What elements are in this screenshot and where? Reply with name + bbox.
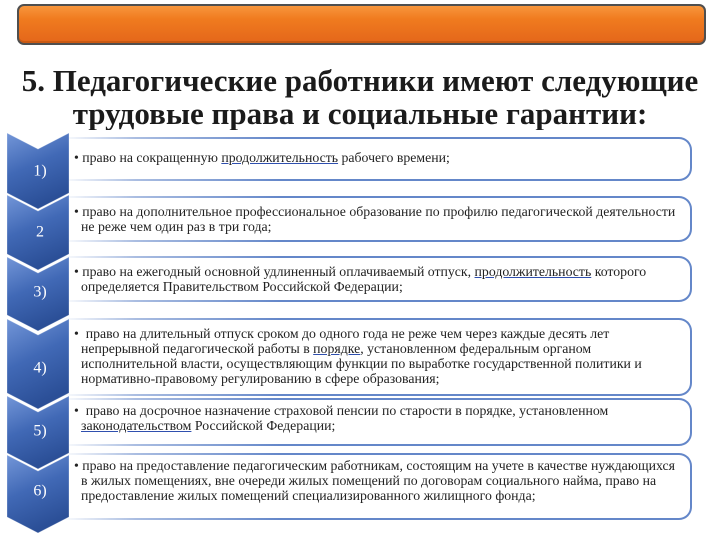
- item-box-2: [60, 196, 692, 242]
- item-line: [74, 279, 690, 294]
- item-line: [74, 341, 690, 356]
- item-text: которого: [591, 264, 647, 279]
- item-text: • право на дополнительное профессиональное образование по профилю педагогической деятельности: [74, 204, 676, 219]
- item-box-4: [60, 318, 692, 396]
- item-text: • право на длительный отпуск сроком до одного года не реже чем через каждые десять лет: [74, 326, 610, 341]
- item-line: [74, 326, 690, 341]
- item-text: , установленном федеральным органом: [360, 341, 592, 356]
- chevron-label: 5): [33, 422, 47, 440]
- item-line: [74, 356, 690, 371]
- item-text: определяется Правительством Российской Федерации;: [81, 279, 403, 294]
- item-line: [74, 403, 690, 418]
- title-line-1: 5. Педагогические работники имеют следующие: [21, 64, 699, 98]
- chevron-item-4: [7, 319, 69, 409]
- chevron-label: 2: [36, 223, 44, 241]
- chevron-item-1: [7, 133, 69, 209]
- item-text: нормативно-правовому регулированию в сфере образования;: [81, 371, 440, 386]
- item-line: [74, 473, 690, 488]
- title-line-2: трудовые права и социальные гарантии:: [72, 96, 648, 130]
- slide-title: [0, 64, 720, 130]
- item-link[interactable]: законодательством: [81, 418, 192, 433]
- item-text: исполнительной власти, осуществляющим функции по выработке государственной политики и: [81, 356, 642, 371]
- item-text: • право на сокращенную: [74, 150, 222, 165]
- item-box-1: [60, 137, 692, 181]
- item-text: предоставление жилых помещений специализированного жилищного фонда;: [81, 488, 536, 503]
- item-text: рабочего времени;: [338, 150, 450, 165]
- item-line: [74, 150, 690, 165]
- item-link[interactable]: продолжительность: [221, 150, 339, 165]
- item-text: в жилых помещениях, вне очереди жилых помещений по договорам социального найма, право на: [81, 473, 657, 488]
- item-text: непрерывной педагогической работы в: [81, 341, 314, 356]
- item-line: [74, 458, 690, 473]
- item-box-6: [60, 453, 692, 520]
- item-text: • право на предоставление педагогическим работникам, состоящим на учете в качестве нуждающихся: [74, 458, 676, 473]
- chevron-label: 6): [33, 482, 47, 500]
- item-link[interactable]: порядке: [313, 341, 361, 356]
- item-text: • право на досрочное назначение страховой пенсии по старости в порядке, установленном: [74, 403, 609, 418]
- chevron-column: [0, 0, 80, 540]
- item-line: [74, 264, 690, 279]
- chevron-label: 3): [33, 283, 47, 301]
- item-line: [74, 418, 690, 433]
- item-text: не реже чем один раз в три года;: [81, 219, 272, 234]
- chevron-label: 4): [33, 359, 47, 377]
- item-line: [74, 219, 690, 234]
- item-line: [74, 204, 690, 219]
- chevron-label: 1): [33, 162, 47, 180]
- item-link[interactable]: продолжительность: [474, 264, 592, 279]
- item-line: [74, 371, 690, 386]
- header-bar: [17, 4, 706, 45]
- item-text: • право на ежегодный основной удлиненный оплачиваемый отпуск,: [74, 264, 475, 279]
- item-line: [74, 488, 690, 503]
- item-box-3: [60, 256, 692, 302]
- item-box-5: [60, 398, 692, 446]
- item-text: Российской Федерации;: [191, 418, 336, 433]
